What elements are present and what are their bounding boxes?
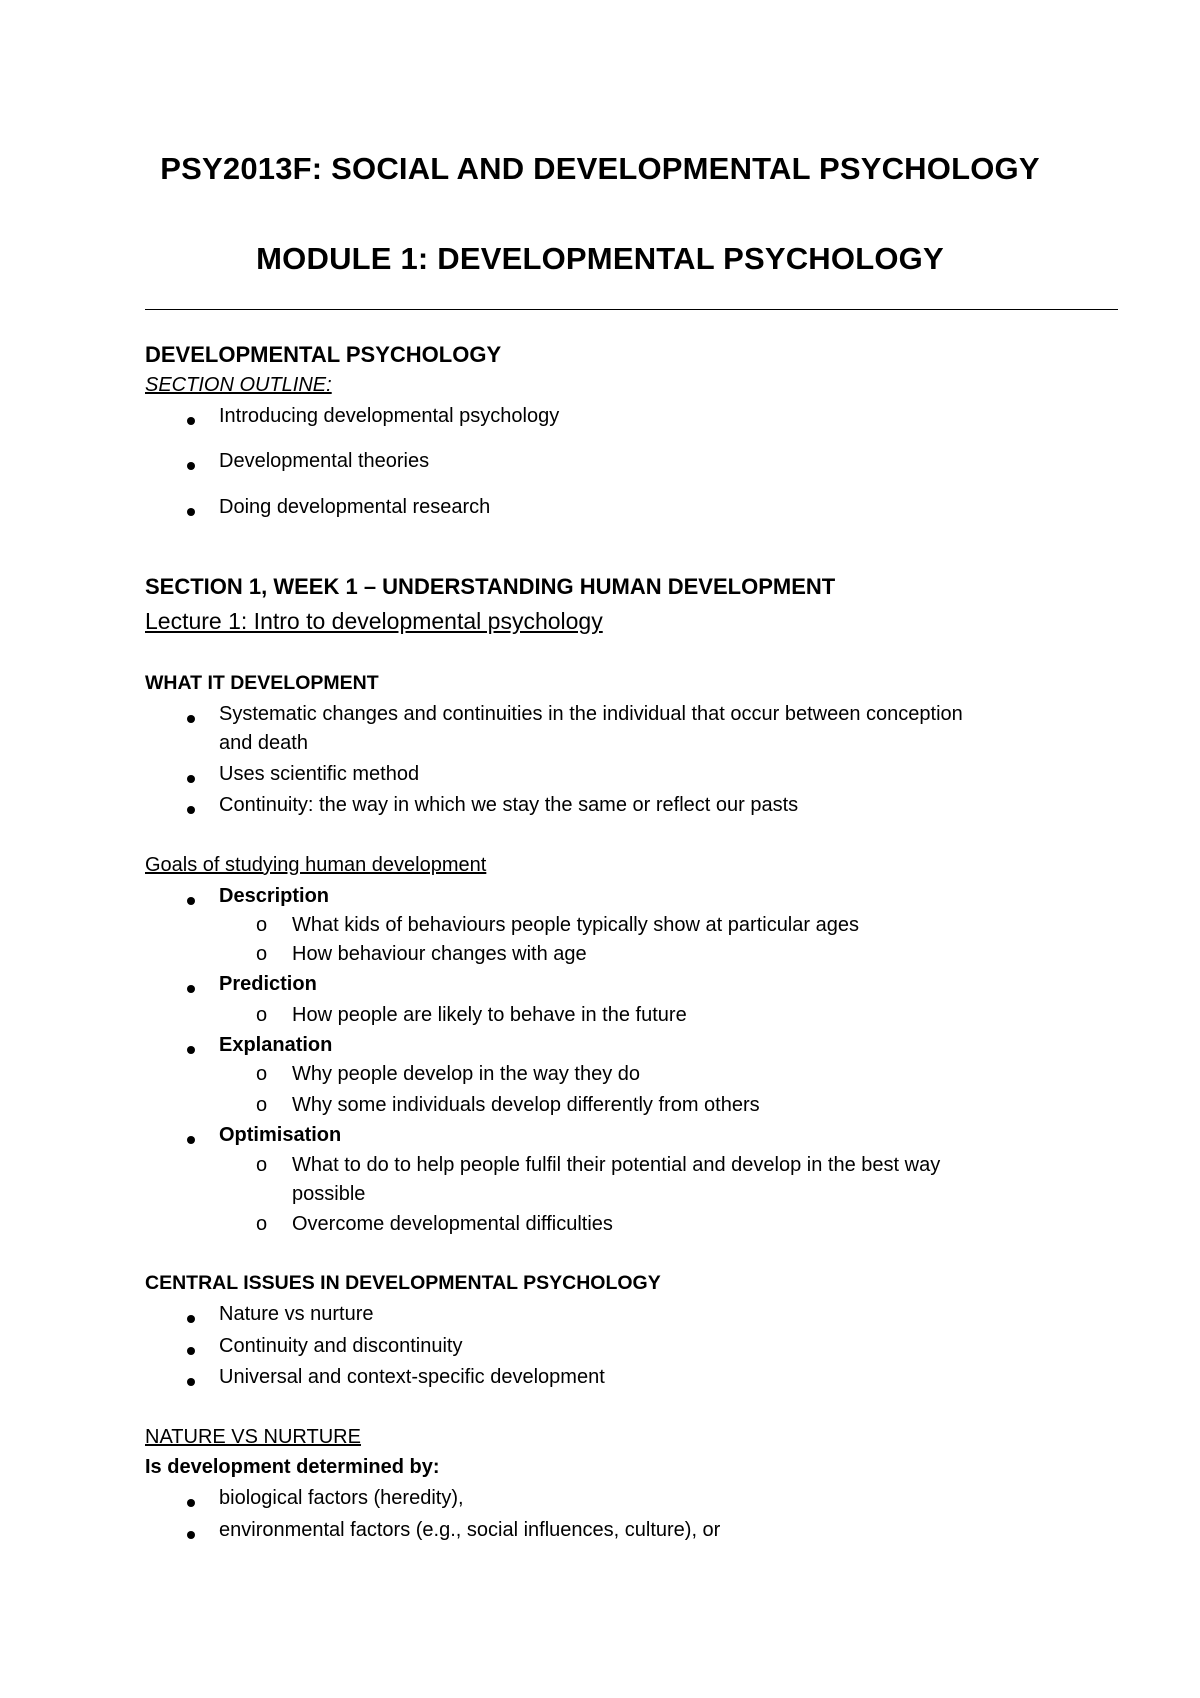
central-item: Continuity and discontinuity xyxy=(219,1335,463,1357)
sub-bullet-icon: o xyxy=(256,914,268,936)
goal-prediction: Prediction xyxy=(219,973,317,995)
goal-sub-item: Overcome developmental difficulties xyxy=(292,1213,613,1235)
sub-bullet-icon: o xyxy=(256,1154,268,1176)
bullet-icon xyxy=(187,462,195,470)
bullet-icon xyxy=(187,1046,195,1054)
central-item: Universal and context-specific development xyxy=(219,1366,605,1388)
goal-sub-item: How people are likely to behave in the future xyxy=(292,1004,687,1026)
nature-question: Is development determined by: xyxy=(145,1456,440,1478)
nature-nurture-heading: NATURE VS NURTURE xyxy=(145,1426,361,1448)
module-title: MODULE 1: DEVELOPMENTAL PSYCHOLOGY xyxy=(256,241,944,276)
bullet-icon xyxy=(187,1347,195,1355)
bullet-icon xyxy=(187,417,195,425)
what-item-continuation: and death xyxy=(219,732,308,754)
what-item: Continuity: the way in which we stay the same or reflect our pasts xyxy=(219,794,799,816)
goal-explanation: Explanation xyxy=(219,1034,333,1056)
bullet-icon xyxy=(187,985,195,993)
central-item: Nature vs nurture xyxy=(219,1303,374,1325)
bullet-icon xyxy=(187,1499,195,1507)
goal-description: Description xyxy=(219,885,330,907)
goal-sub-item: Why some individuals develop differently from others xyxy=(292,1094,760,1116)
sub-bullet-icon: o xyxy=(256,1004,268,1026)
goal-sub-item: Why people develop in the way they do xyxy=(292,1063,640,1085)
what-heading: WHAT IT DEVELOPMENT xyxy=(145,672,379,694)
outline-item: Introducing developmental psychology xyxy=(219,405,560,427)
goal-sub-item: What kids of behaviours people typically show at particular ages xyxy=(292,914,859,936)
goal-sub-item: What to do to help people fulfil their potential and develop in the best way xyxy=(292,1154,941,1176)
divider-line xyxy=(145,309,1118,310)
what-item: Systematic changes and continuities in the individual that occur between conception xyxy=(219,703,963,725)
section-outline-label: SECTION OUTLINE: xyxy=(145,374,332,396)
bullet-icon xyxy=(187,1378,195,1386)
goals-heading: Goals of studying human development xyxy=(145,854,487,876)
bullet-icon xyxy=(187,715,195,723)
bullet-icon xyxy=(187,775,195,783)
goal-sub-item-continuation: possible xyxy=(292,1183,366,1205)
sub-bullet-icon: o xyxy=(256,943,268,965)
what-item: Uses scientific method xyxy=(219,763,420,785)
sub-bullet-icon: o xyxy=(256,1213,268,1235)
bullet-icon xyxy=(187,1136,195,1144)
bullet-icon xyxy=(187,508,195,516)
bullet-icon xyxy=(187,897,195,905)
nature-item: biological factors (heredity), xyxy=(219,1487,464,1509)
bullet-icon xyxy=(187,1531,195,1539)
nature-item: environmental factors (e.g., social influences, culture), or xyxy=(219,1519,721,1541)
central-issues-heading: CENTRAL ISSUES IN DEVELOPMENTAL PSYCHOLOGY xyxy=(145,1272,661,1294)
dev-psych-heading: DEVELOPMENTAL PSYCHOLOGY xyxy=(145,342,502,367)
outline-item: Developmental theories xyxy=(219,450,430,472)
outline-item: Doing developmental research xyxy=(219,496,491,518)
bullet-icon xyxy=(187,806,195,814)
sub-bullet-icon: o xyxy=(256,1063,268,1085)
document-title: PSY2013F: SOCIAL AND DEVELOPMENTAL PSYCHOLOGY xyxy=(160,151,1040,186)
goal-sub-item: How behaviour changes with age xyxy=(292,943,587,965)
lecture1-title: Lecture 1: Intro to developmental psychology xyxy=(145,608,603,634)
goal-optimisation: Optimisation xyxy=(219,1124,342,1146)
sub-bullet-icon: o xyxy=(256,1094,268,1116)
bullet-icon xyxy=(187,1315,195,1323)
section1-heading: SECTION 1, WEEK 1 – UNDERSTANDING HUMAN DEVELOPMENT xyxy=(145,574,836,599)
